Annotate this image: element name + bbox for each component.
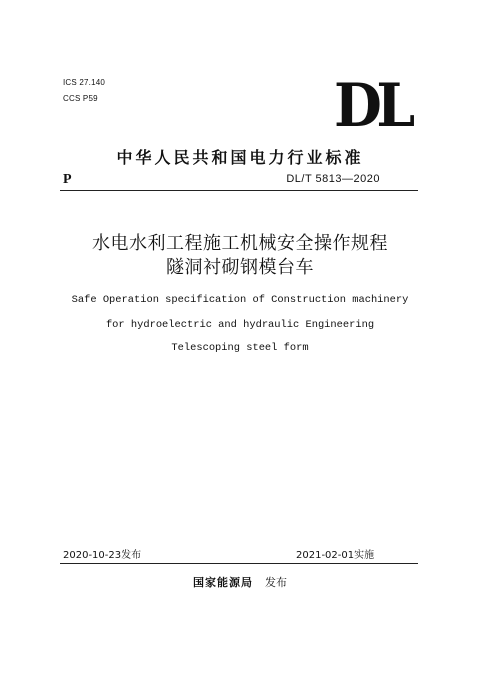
- ccs-code: CCS P59: [63, 94, 98, 103]
- title-cn-line1: 水电水利工程施工机械安全操作规程: [92, 233, 388, 254]
- title-en-line2: for hydroelectric and hydraulic Engineering: [105, 319, 375, 331]
- ics-code: ICS 27.140: [63, 78, 106, 87]
- category-letter: P: [63, 172, 72, 187]
- top-divider: [60, 190, 418, 191]
- implement-date: 2021-02-01实施: [296, 550, 375, 561]
- issuer-action: 发布: [265, 576, 287, 589]
- title-cn-line2: 隧洞衬砌钢模台车: [166, 257, 314, 278]
- issuer-line: [0, 574, 480, 590]
- title-en-line1: Safe Operation specification of Construction machinery: [71, 294, 409, 306]
- title-en-line3: Telescoping steel form: [171, 342, 309, 354]
- dl-logo: DL: [334, 71, 410, 141]
- standard-title: 中华人民共和国电力行业标准: [116, 148, 364, 167]
- standard-number: DL/T 5813—2020: [286, 173, 380, 185]
- bottom-divider: [60, 563, 418, 564]
- publish-date: 2020-10-23发布: [63, 550, 142, 561]
- issuer-name: 国家能源局: [193, 576, 253, 589]
